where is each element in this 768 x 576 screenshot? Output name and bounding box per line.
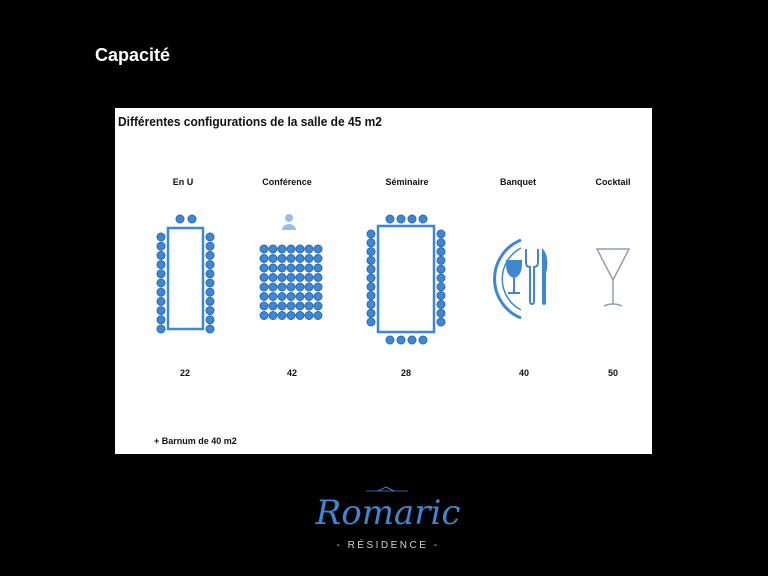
seat-dot [287,245,295,253]
seat-dot [367,274,375,282]
seat-dot [157,297,165,305]
seat-dot [188,215,196,223]
seat-dot [260,245,268,253]
seat-dot [206,251,214,259]
note-barnum: + Barnum de 40 m2 [154,436,237,446]
seat-dot [408,336,416,344]
seat-dot [296,312,304,320]
seat-dot [367,256,375,264]
seat-dot [437,300,445,308]
seat-dot [437,248,445,256]
seat-dot [206,307,214,315]
seat-dot [437,283,445,291]
seat-dot [437,274,445,282]
seat-dot [278,293,286,301]
seat-dot [296,293,304,301]
seat-dot [305,245,313,253]
seat-dot [367,283,375,291]
seat-dot [386,336,394,344]
capacity-panel [115,108,652,454]
seat-dot [437,265,445,273]
seat-dot [367,309,375,317]
seat-dot [314,302,322,310]
seat-dot [278,264,286,272]
seat-dot [437,239,445,247]
romaric-residence-logo [308,478,468,558]
seat-dot [260,274,268,282]
seat-dot [157,288,165,296]
seat-dot [206,288,214,296]
seat-dot [269,255,277,263]
seat-dot [176,215,184,223]
seat-dot [296,283,304,291]
seat-dot [419,215,427,223]
seat-dot [314,312,322,320]
config-count-seminaire: 28 [400,368,412,378]
config-label-banquet: Banquet [500,177,536,187]
seat-dot [260,302,268,310]
seat-dot [296,255,304,263]
seat-dot [305,302,313,310]
seat-dot [269,283,277,291]
seat-dot [367,265,375,273]
seat-dot [296,274,304,282]
seat-dot [260,264,268,272]
seat-dot [157,233,165,241]
seat-dot [367,239,375,247]
seat-dot [260,312,268,320]
seat-dot [296,245,304,253]
conference-seating-icon [260,214,322,320]
seat-dot [287,312,295,320]
logo-wordmark: Romaric [315,493,461,533]
seat-dot [206,325,214,333]
config-count-conference: 42 [286,368,298,378]
seat-dot [206,297,214,305]
seat-dot [157,251,165,259]
seat-dot [260,255,268,263]
seat-dot [305,283,313,291]
seat-dot [287,293,295,301]
seat-dot [157,307,165,315]
panel-heading: Différentes configurations de la salle de 45 m2 [118,114,382,129]
config-count-cocktail: 50 [607,368,619,378]
seat-dot [269,274,277,282]
seat-dot [305,255,313,263]
seat-dot [278,302,286,310]
seat-dot [157,242,165,250]
seat-dot [287,283,295,291]
logo-subtitle: - RÉSIDENCE - [336,540,440,551]
seat-dot [367,300,375,308]
seat-dot [269,312,277,320]
seat-dot [305,312,313,320]
seat-dot [206,261,214,269]
seat-dot [386,215,394,223]
config-count-en-u: 22 [179,368,191,378]
seat-dot [397,336,405,344]
seat-dot [269,245,277,253]
seat-dot [269,264,277,272]
seat-dot [437,230,445,238]
seat-dot [367,318,375,326]
u-shape-table-icon [157,215,214,333]
seat-dot [260,283,268,291]
seat-dot [157,261,165,269]
seat-dot [278,312,286,320]
seat-dot [296,264,304,272]
seat-dot [287,255,295,263]
config-label-en-u: En U [172,177,194,187]
seat-dot [269,293,277,301]
seat-dot [305,293,313,301]
plate-cutlery-icon [495,240,548,318]
seat-dot [437,309,445,317]
seat-dot [397,215,405,223]
seat-dot [287,302,295,310]
seat-dot [278,274,286,282]
seminar-table-icon [367,215,445,344]
seat-dot [157,279,165,287]
configuration-diagrams [115,108,652,454]
seat-dot [157,316,165,324]
seat-dot [437,256,445,264]
seat-dot [296,302,304,310]
seat-dot [206,279,214,287]
seat-dot [278,255,286,263]
seat-dot [367,230,375,238]
seat-dot [206,242,214,250]
seat-dot [157,270,165,278]
seat-dot [278,245,286,253]
seat-dot [206,270,214,278]
config-label-cocktail: Cocktail [595,177,631,187]
seat-dot [305,264,313,272]
seat-dot [367,292,375,300]
seat-dot [314,274,322,282]
seat-dot [278,283,286,291]
seat-dot [305,274,313,282]
seat-dot [287,264,295,272]
slide-title: Capacité [95,45,171,65]
seat-dot [367,248,375,256]
seat-dot [206,233,214,241]
seat-dot [269,302,277,310]
config-label-conference: Conférence [262,177,312,187]
seat-dot [408,215,416,223]
seat-dot [260,293,268,301]
seat-dot [437,318,445,326]
config-label-seminaire: Séminaire [385,177,429,187]
seat-dot [437,292,445,300]
seat-dot [314,255,322,263]
seat-dot [314,293,322,301]
seat-dot [314,264,322,272]
seat-dot [419,336,427,344]
seat-dot [287,274,295,282]
seat-dot [314,245,322,253]
seat-dot [314,283,322,291]
config-count-banquet: 40 [518,368,530,378]
cocktail-glass-icon [597,249,629,306]
seat-dot [157,325,165,333]
seat-dot [206,316,214,324]
